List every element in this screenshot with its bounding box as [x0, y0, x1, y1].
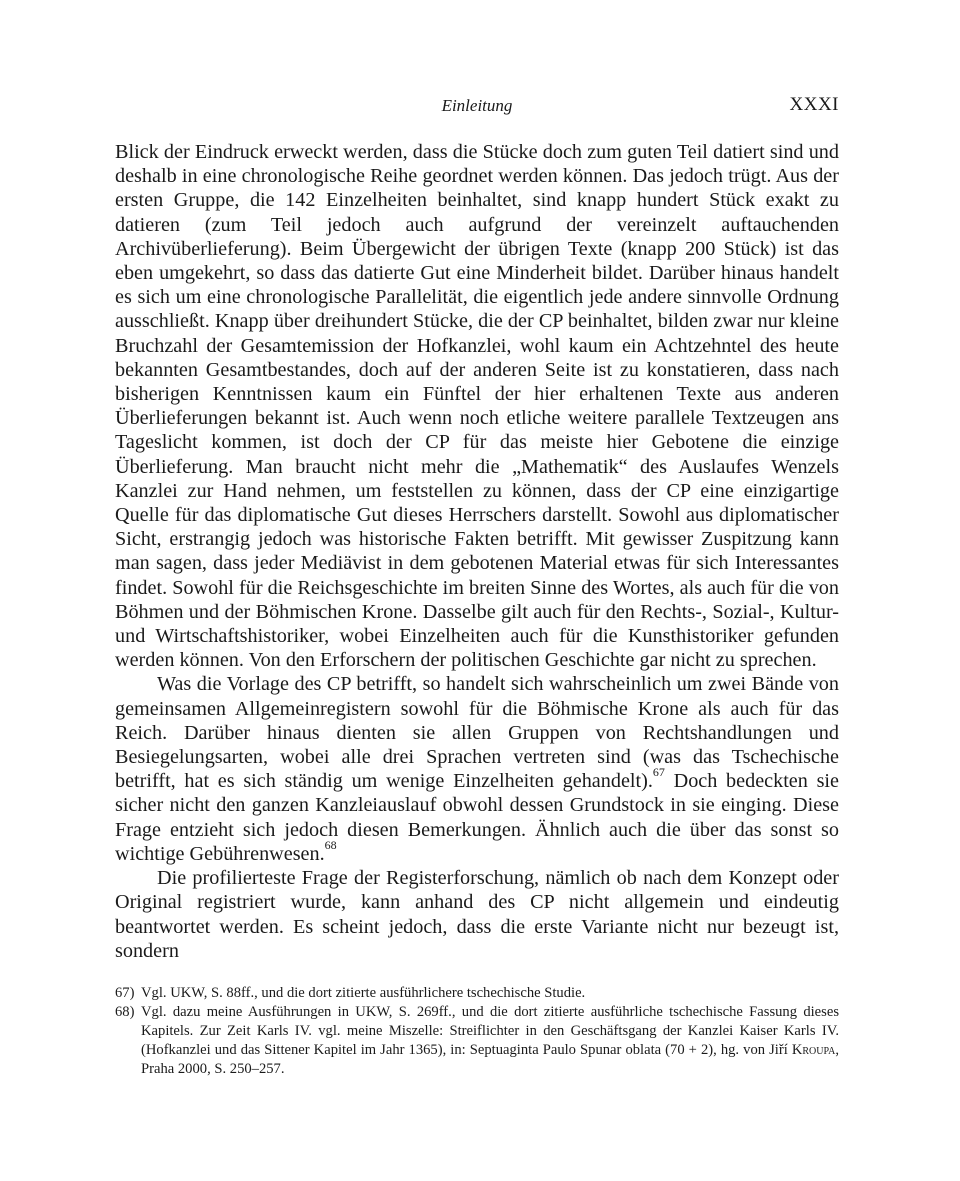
footnote-text: Vgl. UKW, S. 88ff., und die dort zitierte ausführlichere tschechische Studie. [141, 985, 586, 1001]
footnote-text-part: Vgl. dazu meine Ausführungen in UKW, S. 269ff., und die dort zitierte ausführliche tschechische Fassung dieses Kapitels. Zur Zeit Karls IV. vgl. meine Miszelle: Streiflichter in den Geschäftsgang der Kanzlei Kaiser Karls IV. (Hofkanzlei und das Sittener Kapitel im Jahr 1365), in: Septuaginta Paulo Spunar oblata (70 + 2), hg. von Jiří [141, 1004, 839, 1058]
author-name: Kroupa [791, 1042, 836, 1058]
running-title: Einleitung [441, 96, 513, 115]
footnote-68 [115, 1003, 839, 1079]
page-number: XXXI [789, 94, 839, 115]
footnote-text-part: , Praha 2000, S. 250–257. [141, 1042, 839, 1077]
paragraph-text: Doch bedeckten sie sicher nicht den ganzen Kanzleiauslauf obwohl dessen Grundstock in sie einging. Diese Frage entzieht sich jedoch diesen Bemerkungen. Ähnlich auch die über das sonst so wichtige Gebührenwesen. [115, 770, 839, 865]
paragraph-text: Was die Vorlage des CP betrifft, so handelt sich wahrscheinlich um zwei Bände von gemeinsamen Allgemeinregistern sowohl für die Böhmische Krone als auch für das Reich. Darüber hinaus dienten sie allen Gruppen von Rechtshandlungen und Besiegelungsarten, wobei alle drei Sprachen vertreten sind (was das Tschechische betrifft, hat es sich ständig um wenige Einzelheiten gehandelt). [115, 673, 839, 793]
body-text [115, 140, 839, 963]
footnote-ref-67: 67 [652, 765, 665, 780]
running-head [115, 94, 839, 120]
footnote-text [141, 1003, 839, 1079]
footnote-ref-68: 68 [324, 837, 337, 852]
footnote-number: 67) [115, 985, 135, 1001]
paragraph-registerforschung: Die profilierteste Frage der Registerforschung, nämlich ob nach dem Konzept oder Original registriert wurde, kann anhand des CP nicht allgemein und eindeutig beantwortet werden. Es scheint jedoch, dass die erste Variante nicht nur bezeugt ist, sondern [115, 867, 839, 962]
footnote-67 [115, 984, 839, 1003]
footnote-number: 68) [115, 1004, 135, 1020]
paragraph-continued: Blick der Eindruck erweckt werden, dass die Stücke doch zum guten Teil datiert sind und deshalb in eine chronologische Reihe geordnet werden können. Das jedoch trügt. Aus der ersten Gruppe, die 142 Einzelheiten beinhaltet, sind knapp hundert Stück exakt zu datieren (zum Teil jedoch auch aufgrund der vereinzelt auftauchenden Archivüberlieferung). Beim Übergewicht der übrigen Texte (knapp 200 Stück) ist das eben umgekehrt, so dass das datierte Gut eine Minderheit bildet. Darüber hinaus handelt es sich um eine chronologische Parallelität, die eigentlich jede andere sinnvolle Ordnung ausschließt. Knapp über dreihundert Stücke, die der CP beinhaltet, bilden zwar nur kleine Bruchzahl der Gesamtemission der Hofkanzlei, wohl kaum ein Achtzehntel des heute bekannten Gesamtbestandes, doch auf der anderen Seite ist zu konstatieren, dass nach bisherigen Kenntnissen kaum ein Fünftel der hier erhaltenen Texte aus anderen Überlieferungen bekannt ist. Auch wenn noch etliche weitere parallele Textzeugen ans Tageslicht kommen, ist doch der CP für das meiste hier Gebotene die einzige Überlieferung. Man braucht nicht mehr die „Mathematik“ des Auslaufes Wenzels Kanzlei zur Hand nehmen, um feststellen zu können, dass der CP eine einzigartige Quelle für das diplomatische Gut dieses Herrschers darstellt. Sowohl aus diplomatischer Sicht, erstrangig jedoch was historische Fakten betrifft. Mit gewisser Zuspitzung kann man sagen, dass jeder Mediävist in dem gebotenen Material etwas für sich Interessantes findet. Sowohl für die Reichsgeschichte im breiten Sinne des Wortes, als auch für die von Böhmen und der Böhmischen Krone. Dasselbe gilt auch für den Rechts-, Sozial-, Kultur- und Wirtschaftshistoriker, wobei Einzelheiten auch für die Kunsthistoriker gefunden werden können. Von den Erforschern der politischen Geschichte gar nicht zu sprechen. [115, 141, 839, 672]
footnotes [115, 984, 839, 1079]
paragraph-vorlage [115, 672, 839, 866]
